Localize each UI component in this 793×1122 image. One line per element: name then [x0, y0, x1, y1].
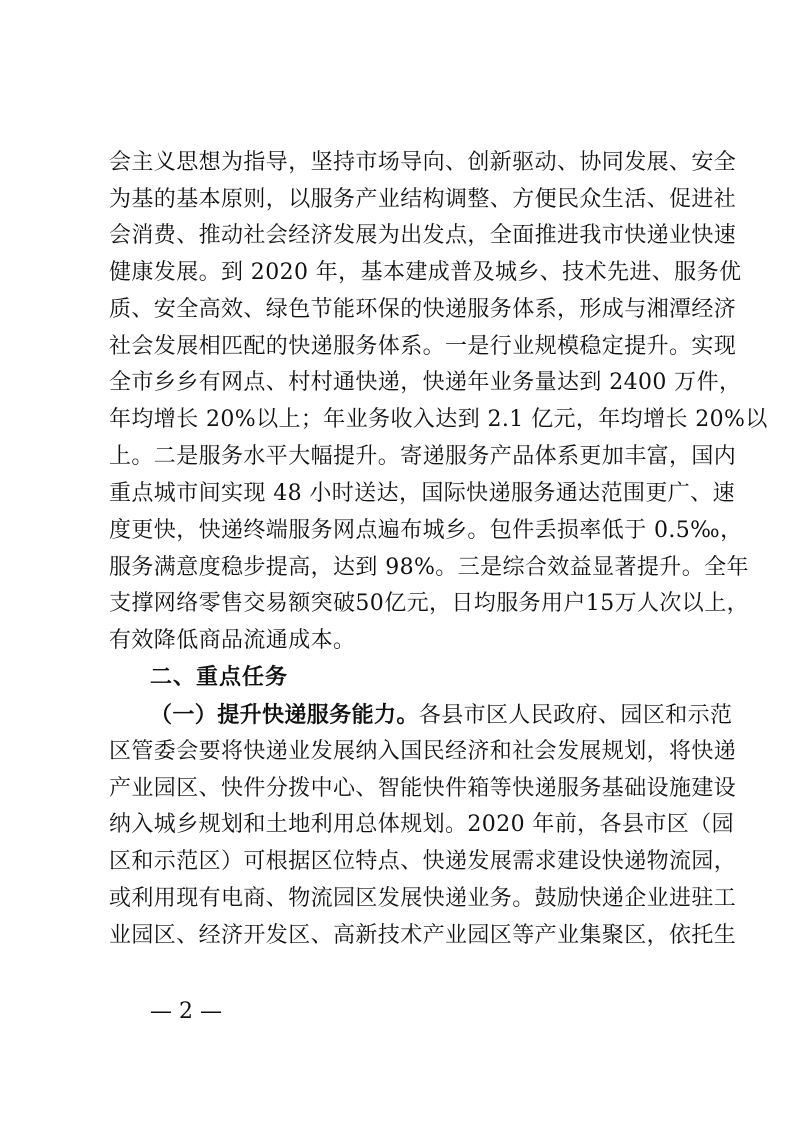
body-line: 健康发展。到 2020 年，基本建成普及城乡、技术先进、服务优 [109, 260, 742, 285]
body-line: 支撑网络零售交易额突破50亿元，日均服务用户15万人次以上， [109, 591, 749, 616]
body-line: 服务满意度稳步提高，达到 98%。三是综合效益显著提升。全年 [109, 555, 749, 580]
body-line: 质、安全高效、绿色节能环保的快递服务体系，形成与湘潭经济 [109, 297, 737, 322]
task-paragraph-first-line [150, 698, 733, 734]
body-line: 会消费、推动社会经济发展为出发点，全面推进我市快递业快速 [109, 223, 737, 248]
task-text: 各县市区人民政府、园区和示范 [418, 703, 733, 728]
body-line: 度更快，快递终端服务网点遍布城乡。包件丢损率低于 0.5‰， [109, 518, 743, 543]
body-line: 上。二是服务水平大幅提升。寄递服务产品体系更加丰富，国内 [109, 444, 737, 469]
body-line: 或利用现有电商、物流园区发展快递业务。鼓励快递企业进驻工 [109, 886, 737, 911]
body-line: 为基的基本原则，以服务产业结构调整、方便民众生活、促进社 [109, 187, 737, 212]
body-line: 区和示范区）可根据区位特点、快递发展需求建设快递物流园， [109, 849, 737, 874]
section-heading: 二、重点任务 [150, 665, 289, 690]
page-number: — 2 — [150, 999, 222, 1024]
body-line: 会主义思想为指导，坚持市场导向、创新驱动、协同发展、安全 [109, 150, 737, 175]
task-lead: （一）提升快递服务能力。 [150, 702, 419, 728]
body-line: 纳入城乡规划和土地利用总体规划。2020 年前，各县市区（园 [109, 812, 734, 837]
body-line: 有效降低商品流通成本。 [109, 628, 356, 653]
body-line: 业园区、经济开发区、高新技术产业园区等产业集聚区，依托生 [109, 923, 737, 948]
body-line: 全市乡乡有网点、村村通快递，快递年业务量达到 2400 万件， [109, 370, 742, 395]
body-line: 区管委会要将快递业发展纳入国民经济和社会发展规划，将快递 [109, 739, 737, 764]
body-line: 产业园区、快件分拨中心、智能快件箱等快递服务基础设施建设 [109, 776, 737, 801]
body-line: 重点城市间实现 48 小时送达，国际快递服务通达范围更广、速 [109, 481, 735, 506]
body-line: 社会发展相匹配的快递服务体系。一是行业规模稳定提升。实现 [109, 334, 737, 359]
body-line: 年均增长 20%以上；年业务收入达到 2.1 亿元，年均增长 20%以 [109, 407, 768, 432]
